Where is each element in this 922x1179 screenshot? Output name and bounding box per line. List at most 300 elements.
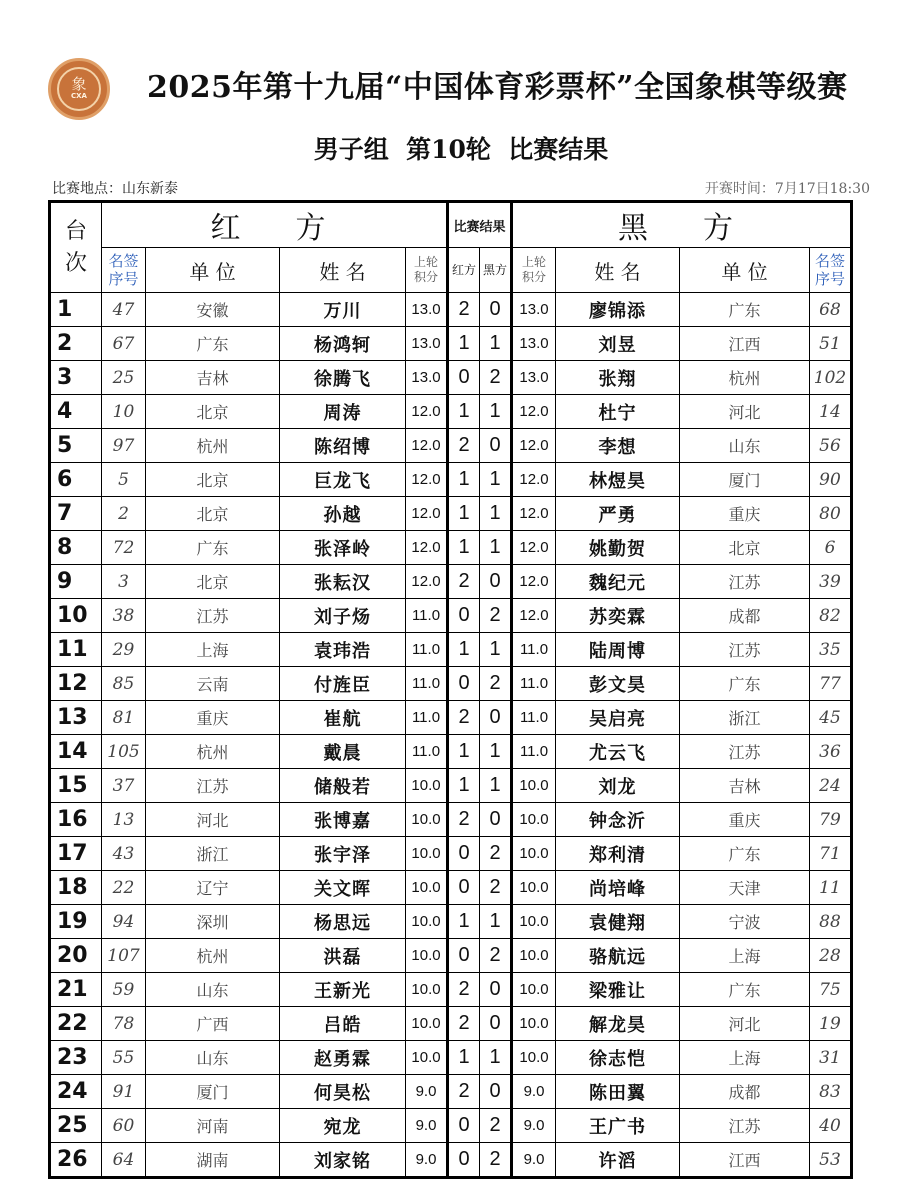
black-player-name: 梁雅让 bbox=[556, 973, 680, 1007]
black-seed: 31 bbox=[810, 1041, 852, 1075]
black-unit: 广东 bbox=[680, 837, 810, 871]
black-prev-points: 13.0 bbox=[512, 293, 556, 327]
red-unit: 云南 bbox=[146, 667, 280, 701]
black-prev-points: 10.0 bbox=[512, 1041, 556, 1075]
black-score: 1 bbox=[480, 769, 512, 803]
black-player-name: 解龙昊 bbox=[556, 1007, 680, 1041]
red-seed: 2 bbox=[102, 497, 146, 531]
black-prev-points: 12.0 bbox=[512, 565, 556, 599]
black-score: 2 bbox=[480, 361, 512, 395]
table-row bbox=[50, 633, 852, 667]
board-number: 16 bbox=[50, 803, 102, 837]
red-prev-points: 12.0 bbox=[406, 395, 448, 429]
page-subtitle: 男子组 第10轮 比赛结果 bbox=[313, 135, 609, 164]
black-unit: 厦门 bbox=[680, 463, 810, 497]
red-side-header: 红 方 bbox=[102, 202, 448, 248]
black-player-name: 张翔 bbox=[556, 361, 680, 395]
table-row bbox=[50, 701, 852, 735]
red-player-name: 储般若 bbox=[280, 769, 406, 803]
black-prev-points: 12.0 bbox=[512, 429, 556, 463]
red-prev-points: 10.0 bbox=[406, 837, 448, 871]
start-time-label: 开赛时间：7月17日18:30 bbox=[704, 181, 870, 197]
cxa-logo bbox=[48, 58, 110, 120]
black-score: 2 bbox=[480, 939, 512, 973]
red-player-name: 张泽岭 bbox=[280, 531, 406, 565]
page-title: 2025年第十九届“中国体育彩票杯”全国象棋等级赛 bbox=[147, 70, 848, 105]
black-prev-points: 10.0 bbox=[512, 803, 556, 837]
table-row bbox=[50, 361, 852, 395]
black-name-header: 姓 名 bbox=[556, 248, 680, 293]
red-player-name: 戴晨 bbox=[280, 735, 406, 769]
black-prev-points: 10.0 bbox=[512, 871, 556, 905]
red-score: 2 bbox=[448, 565, 480, 599]
black-seed: 14 bbox=[810, 395, 852, 429]
board-number: 15 bbox=[50, 769, 102, 803]
red-player-name: 周涛 bbox=[280, 395, 406, 429]
black-seed: 45 bbox=[810, 701, 852, 735]
table-row bbox=[50, 599, 852, 633]
board-number: 21 bbox=[50, 973, 102, 1007]
black-seed: 24 bbox=[810, 769, 852, 803]
red-unit: 辽宁 bbox=[146, 871, 280, 905]
table-row bbox=[50, 803, 852, 837]
black-seed-header: 名签序号 bbox=[810, 248, 852, 293]
board-number: 17 bbox=[50, 837, 102, 871]
red-unit: 浙江 bbox=[146, 837, 280, 871]
red-unit: 上海 bbox=[146, 633, 280, 667]
black-side-header: 黑 方 bbox=[512, 202, 852, 248]
black-unit: 天津 bbox=[680, 871, 810, 905]
red-score: 2 bbox=[448, 1007, 480, 1041]
red-player-name: 万川 bbox=[280, 293, 406, 327]
red-unit: 厦门 bbox=[146, 1075, 280, 1109]
black-player-name: 刘龙 bbox=[556, 769, 680, 803]
black-unit: 江苏 bbox=[680, 1109, 810, 1143]
black-prev-points: 10.0 bbox=[512, 769, 556, 803]
table-row bbox=[50, 463, 852, 497]
black-seed: 80 bbox=[810, 497, 852, 531]
black-unit: 成都 bbox=[680, 1075, 810, 1109]
red-prev-points: 13.0 bbox=[406, 293, 448, 327]
red-unit: 湖南 bbox=[146, 1143, 280, 1178]
red-unit: 北京 bbox=[146, 463, 280, 497]
table-row bbox=[50, 1109, 852, 1143]
black-score: 0 bbox=[480, 429, 512, 463]
table-row bbox=[50, 837, 852, 871]
table-row bbox=[50, 1143, 852, 1178]
red-player-name: 张宇泽 bbox=[280, 837, 406, 871]
black-score: 1 bbox=[480, 905, 512, 939]
black-player-name: 尤云飞 bbox=[556, 735, 680, 769]
black-score: 0 bbox=[480, 1007, 512, 1041]
table-row bbox=[50, 939, 852, 973]
black-player-name: 姚勤贺 bbox=[556, 531, 680, 565]
red-player-name: 关文晖 bbox=[280, 871, 406, 905]
red-prev-points: 10.0 bbox=[406, 769, 448, 803]
red-unit: 杭州 bbox=[146, 735, 280, 769]
red-prev-points: 12.0 bbox=[406, 463, 448, 497]
table-row bbox=[50, 293, 852, 327]
black-score: 1 bbox=[480, 395, 512, 429]
red-prev-points: 9.0 bbox=[406, 1075, 448, 1109]
black-unit: 江苏 bbox=[680, 735, 810, 769]
black-prev-points: 12.0 bbox=[512, 531, 556, 565]
black-prev-points: 12.0 bbox=[512, 599, 556, 633]
red-seed: 37 bbox=[102, 769, 146, 803]
red-player-name: 杨鸿轲 bbox=[280, 327, 406, 361]
red-prev-points: 11.0 bbox=[406, 599, 448, 633]
red-score: 1 bbox=[448, 735, 480, 769]
board-number: 24 bbox=[50, 1075, 102, 1109]
red-seed: 43 bbox=[102, 837, 146, 871]
red-seed: 13 bbox=[102, 803, 146, 837]
red-player-name: 付旌臣 bbox=[280, 667, 406, 701]
table-row bbox=[50, 395, 852, 429]
black-player-name: 陆周博 bbox=[556, 633, 680, 667]
red-score: 1 bbox=[448, 633, 480, 667]
red-player-name: 洪磊 bbox=[280, 939, 406, 973]
black-unit: 江苏 bbox=[680, 633, 810, 667]
red-score: 1 bbox=[448, 497, 480, 531]
black-unit: 吉林 bbox=[680, 769, 810, 803]
venue-label: 比赛地点：山东新泰 bbox=[52, 181, 178, 197]
black-unit: 江苏 bbox=[680, 565, 810, 599]
red-player-name: 刘子炀 bbox=[280, 599, 406, 633]
red-prev-points: 11.0 bbox=[406, 633, 448, 667]
red-score: 1 bbox=[448, 531, 480, 565]
red-seed: 47 bbox=[102, 293, 146, 327]
red-player-name: 张耘汉 bbox=[280, 565, 406, 599]
black-seed: 79 bbox=[810, 803, 852, 837]
black-seed: 102 bbox=[810, 361, 852, 395]
red-seed: 72 bbox=[102, 531, 146, 565]
black-seed: 36 bbox=[810, 735, 852, 769]
black-score: 0 bbox=[480, 293, 512, 327]
black-unit: 广东 bbox=[680, 973, 810, 1007]
result-header: 比赛结果 bbox=[448, 202, 512, 248]
black-unit: 重庆 bbox=[680, 803, 810, 837]
black-unit-header: 单 位 bbox=[680, 248, 810, 293]
red-prev-points: 10.0 bbox=[406, 905, 448, 939]
red-seed: 55 bbox=[102, 1041, 146, 1075]
black-prev-points: 12.0 bbox=[512, 497, 556, 531]
red-unit: 广东 bbox=[146, 327, 280, 361]
table-row bbox=[50, 429, 852, 463]
red-player-name: 刘家铭 bbox=[280, 1143, 406, 1178]
black-player-name: 严勇 bbox=[556, 497, 680, 531]
black-score: 0 bbox=[480, 1075, 512, 1109]
black-player-name: 李想 bbox=[556, 429, 680, 463]
black-score: 0 bbox=[480, 701, 512, 735]
black-player-name: 彭文昊 bbox=[556, 667, 680, 701]
red-player-name: 巨龙飞 bbox=[280, 463, 406, 497]
black-unit: 宁波 bbox=[680, 905, 810, 939]
board-header: 台次 bbox=[50, 202, 102, 293]
board-number: 9 bbox=[50, 565, 102, 599]
red-seed: 25 bbox=[102, 361, 146, 395]
black-prev-points: 10.0 bbox=[512, 837, 556, 871]
table-row bbox=[50, 1075, 852, 1109]
red-player-name: 孙越 bbox=[280, 497, 406, 531]
black-prev-points: 11.0 bbox=[512, 667, 556, 701]
red-prev-points: 10.0 bbox=[406, 1007, 448, 1041]
black-seed: 40 bbox=[810, 1109, 852, 1143]
red-player-name: 崔航 bbox=[280, 701, 406, 735]
black-unit: 河北 bbox=[680, 1007, 810, 1041]
red-score: 1 bbox=[448, 1041, 480, 1075]
red-unit: 河北 bbox=[146, 803, 280, 837]
table-row bbox=[50, 1041, 852, 1075]
black-seed: 68 bbox=[810, 293, 852, 327]
red-player-name: 杨思远 bbox=[280, 905, 406, 939]
red-seed: 94 bbox=[102, 905, 146, 939]
black-score: 2 bbox=[480, 1109, 512, 1143]
table-row bbox=[50, 531, 852, 565]
red-seed: 38 bbox=[102, 599, 146, 633]
red-seed: 105 bbox=[102, 735, 146, 769]
black-seed: 11 bbox=[810, 871, 852, 905]
black-player-name: 郑利清 bbox=[556, 837, 680, 871]
board-number: 19 bbox=[50, 905, 102, 939]
red-unit: 安徽 bbox=[146, 293, 280, 327]
black-score: 2 bbox=[480, 667, 512, 701]
black-prev-points: 12.0 bbox=[512, 463, 556, 497]
table-row bbox=[50, 667, 852, 701]
red-player-name: 徐腾飞 bbox=[280, 361, 406, 395]
red-unit-header: 单 位 bbox=[146, 248, 280, 293]
black-score: 1 bbox=[480, 531, 512, 565]
red-score: 2 bbox=[448, 803, 480, 837]
board-number: 3 bbox=[50, 361, 102, 395]
board-number: 18 bbox=[50, 871, 102, 905]
red-points-header: 上轮积分 bbox=[406, 248, 448, 293]
red-unit: 北京 bbox=[146, 395, 280, 429]
black-seed: 77 bbox=[810, 667, 852, 701]
black-seed: 75 bbox=[810, 973, 852, 1007]
black-score: 0 bbox=[480, 973, 512, 1007]
board-number: 14 bbox=[50, 735, 102, 769]
red-player-name: 吕皓 bbox=[280, 1007, 406, 1041]
black-unit: 江西 bbox=[680, 1143, 810, 1178]
red-player-name: 王新光 bbox=[280, 973, 406, 1007]
table-row bbox=[50, 871, 852, 905]
black-player-name: 廖锦添 bbox=[556, 293, 680, 327]
table-row bbox=[50, 769, 852, 803]
board-number: 22 bbox=[50, 1007, 102, 1041]
black-score: 1 bbox=[480, 497, 512, 531]
black-seed: 28 bbox=[810, 939, 852, 973]
black-unit: 广东 bbox=[680, 667, 810, 701]
black-player-name: 魏纪元 bbox=[556, 565, 680, 599]
black-score: 0 bbox=[480, 803, 512, 837]
logo-char: 象 bbox=[71, 75, 87, 93]
red-score: 1 bbox=[448, 905, 480, 939]
black-prev-points: 10.0 bbox=[512, 1007, 556, 1041]
red-score: 2 bbox=[448, 701, 480, 735]
black-player-name: 林煜昊 bbox=[556, 463, 680, 497]
black-player-name: 徐志恺 bbox=[556, 1041, 680, 1075]
board-number: 8 bbox=[50, 531, 102, 565]
red-prev-points: 11.0 bbox=[406, 735, 448, 769]
black-unit: 浙江 bbox=[680, 701, 810, 735]
table-row bbox=[50, 973, 852, 1007]
black-score: 1 bbox=[480, 327, 512, 361]
black-score: 1 bbox=[480, 1041, 512, 1075]
red-prev-points: 12.0 bbox=[406, 429, 448, 463]
red-seed: 91 bbox=[102, 1075, 146, 1109]
black-unit: 成都 bbox=[680, 599, 810, 633]
red-score: 2 bbox=[448, 293, 480, 327]
black-player-name: 袁健翔 bbox=[556, 905, 680, 939]
black-player-name: 陈田翼 bbox=[556, 1075, 680, 1109]
red-score: 0 bbox=[448, 939, 480, 973]
black-prev-points: 10.0 bbox=[512, 973, 556, 1007]
black-seed: 82 bbox=[810, 599, 852, 633]
red-score: 2 bbox=[448, 1075, 480, 1109]
red-prev-points: 10.0 bbox=[406, 973, 448, 1007]
black-seed: 6 bbox=[810, 531, 852, 565]
red-player-name: 赵勇霖 bbox=[280, 1041, 406, 1075]
red-name-header: 姓 名 bbox=[280, 248, 406, 293]
black-seed: 56 bbox=[810, 429, 852, 463]
black-seed: 35 bbox=[810, 633, 852, 667]
black-seed: 83 bbox=[810, 1075, 852, 1109]
red-seed: 5 bbox=[102, 463, 146, 497]
red-player-name: 宛龙 bbox=[280, 1109, 406, 1143]
red-prev-points: 10.0 bbox=[406, 803, 448, 837]
red-prev-points: 9.0 bbox=[406, 1143, 448, 1178]
red-score: 0 bbox=[448, 361, 480, 395]
black-prev-points: 13.0 bbox=[512, 361, 556, 395]
red-prev-points: 10.0 bbox=[406, 939, 448, 973]
board-number: 13 bbox=[50, 701, 102, 735]
red-score: 2 bbox=[448, 429, 480, 463]
black-prev-points: 9.0 bbox=[512, 1109, 556, 1143]
board-number: 2 bbox=[50, 327, 102, 361]
black-player-name: 许滔 bbox=[556, 1143, 680, 1178]
red-seed: 10 bbox=[102, 395, 146, 429]
black-unit: 河北 bbox=[680, 395, 810, 429]
black-seed: 53 bbox=[810, 1143, 852, 1178]
black-prev-points: 9.0 bbox=[512, 1075, 556, 1109]
board-number: 20 bbox=[50, 939, 102, 973]
red-seed: 81 bbox=[102, 701, 146, 735]
board-number: 11 bbox=[50, 633, 102, 667]
black-score: 2 bbox=[480, 871, 512, 905]
results-table bbox=[48, 200, 853, 1179]
red-unit: 江苏 bbox=[146, 769, 280, 803]
red-seed: 64 bbox=[102, 1143, 146, 1178]
red-score: 2 bbox=[448, 973, 480, 1007]
red-score: 0 bbox=[448, 871, 480, 905]
table-row bbox=[50, 1007, 852, 1041]
board-number: 25 bbox=[50, 1109, 102, 1143]
red-unit: 广东 bbox=[146, 531, 280, 565]
red-unit: 杭州 bbox=[146, 429, 280, 463]
black-unit: 北京 bbox=[680, 531, 810, 565]
red-seed: 29 bbox=[102, 633, 146, 667]
logo-text: CXA bbox=[71, 92, 87, 100]
black-score-header: 黑方 bbox=[480, 248, 512, 293]
red-unit: 深圳 bbox=[146, 905, 280, 939]
black-unit: 山东 bbox=[680, 429, 810, 463]
red-prev-points: 13.0 bbox=[406, 327, 448, 361]
logo-emblem bbox=[57, 67, 101, 111]
red-prev-points: 9.0 bbox=[406, 1109, 448, 1143]
black-player-name: 骆航远 bbox=[556, 939, 680, 973]
red-unit: 山东 bbox=[146, 1041, 280, 1075]
red-unit: 河南 bbox=[146, 1109, 280, 1143]
black-seed: 39 bbox=[810, 565, 852, 599]
board-number: 10 bbox=[50, 599, 102, 633]
red-seed: 67 bbox=[102, 327, 146, 361]
black-unit: 江西 bbox=[680, 327, 810, 361]
red-score: 0 bbox=[448, 837, 480, 871]
black-score: 0 bbox=[480, 565, 512, 599]
red-prev-points: 10.0 bbox=[406, 1041, 448, 1075]
red-seed: 59 bbox=[102, 973, 146, 1007]
black-seed: 90 bbox=[810, 463, 852, 497]
table-row bbox=[50, 565, 852, 599]
red-seed: 107 bbox=[102, 939, 146, 973]
red-seed: 3 bbox=[102, 565, 146, 599]
black-prev-points: 10.0 bbox=[512, 905, 556, 939]
red-prev-points: 11.0 bbox=[406, 667, 448, 701]
board-number: 1 bbox=[50, 293, 102, 327]
red-player-name: 何昊松 bbox=[280, 1075, 406, 1109]
table-row bbox=[50, 735, 852, 769]
black-player-name: 苏奕霖 bbox=[556, 599, 680, 633]
red-score: 1 bbox=[448, 769, 480, 803]
board-number: 12 bbox=[50, 667, 102, 701]
black-seed: 51 bbox=[810, 327, 852, 361]
black-seed: 88 bbox=[810, 905, 852, 939]
red-unit: 广西 bbox=[146, 1007, 280, 1041]
black-score: 1 bbox=[480, 463, 512, 497]
red-prev-points: 12.0 bbox=[406, 565, 448, 599]
black-seed: 19 bbox=[810, 1007, 852, 1041]
red-seed: 97 bbox=[102, 429, 146, 463]
red-player-name: 陈绍博 bbox=[280, 429, 406, 463]
black-seed: 71 bbox=[810, 837, 852, 871]
red-prev-points: 10.0 bbox=[406, 871, 448, 905]
red-prev-points: 11.0 bbox=[406, 701, 448, 735]
red-score: 1 bbox=[448, 327, 480, 361]
red-seed: 85 bbox=[102, 667, 146, 701]
red-score-header: 红方 bbox=[448, 248, 480, 293]
black-points-header: 上轮积分 bbox=[512, 248, 556, 293]
black-score: 2 bbox=[480, 837, 512, 871]
red-score: 1 bbox=[448, 395, 480, 429]
board-number: 6 bbox=[50, 463, 102, 497]
black-unit: 杭州 bbox=[680, 361, 810, 395]
red-prev-points: 12.0 bbox=[406, 497, 448, 531]
black-score: 1 bbox=[480, 633, 512, 667]
black-player-name: 钟念沂 bbox=[556, 803, 680, 837]
red-unit: 杭州 bbox=[146, 939, 280, 973]
black-player-name: 尚培峰 bbox=[556, 871, 680, 905]
board-number: 5 bbox=[50, 429, 102, 463]
black-player-name: 吴启亮 bbox=[556, 701, 680, 735]
red-player-name: 张博嘉 bbox=[280, 803, 406, 837]
black-unit: 上海 bbox=[680, 939, 810, 973]
black-prev-points: 11.0 bbox=[512, 735, 556, 769]
table-row bbox=[50, 327, 852, 361]
red-seed: 78 bbox=[102, 1007, 146, 1041]
black-prev-points: 12.0 bbox=[512, 395, 556, 429]
red-score: 0 bbox=[448, 1109, 480, 1143]
board-number: 23 bbox=[50, 1041, 102, 1075]
